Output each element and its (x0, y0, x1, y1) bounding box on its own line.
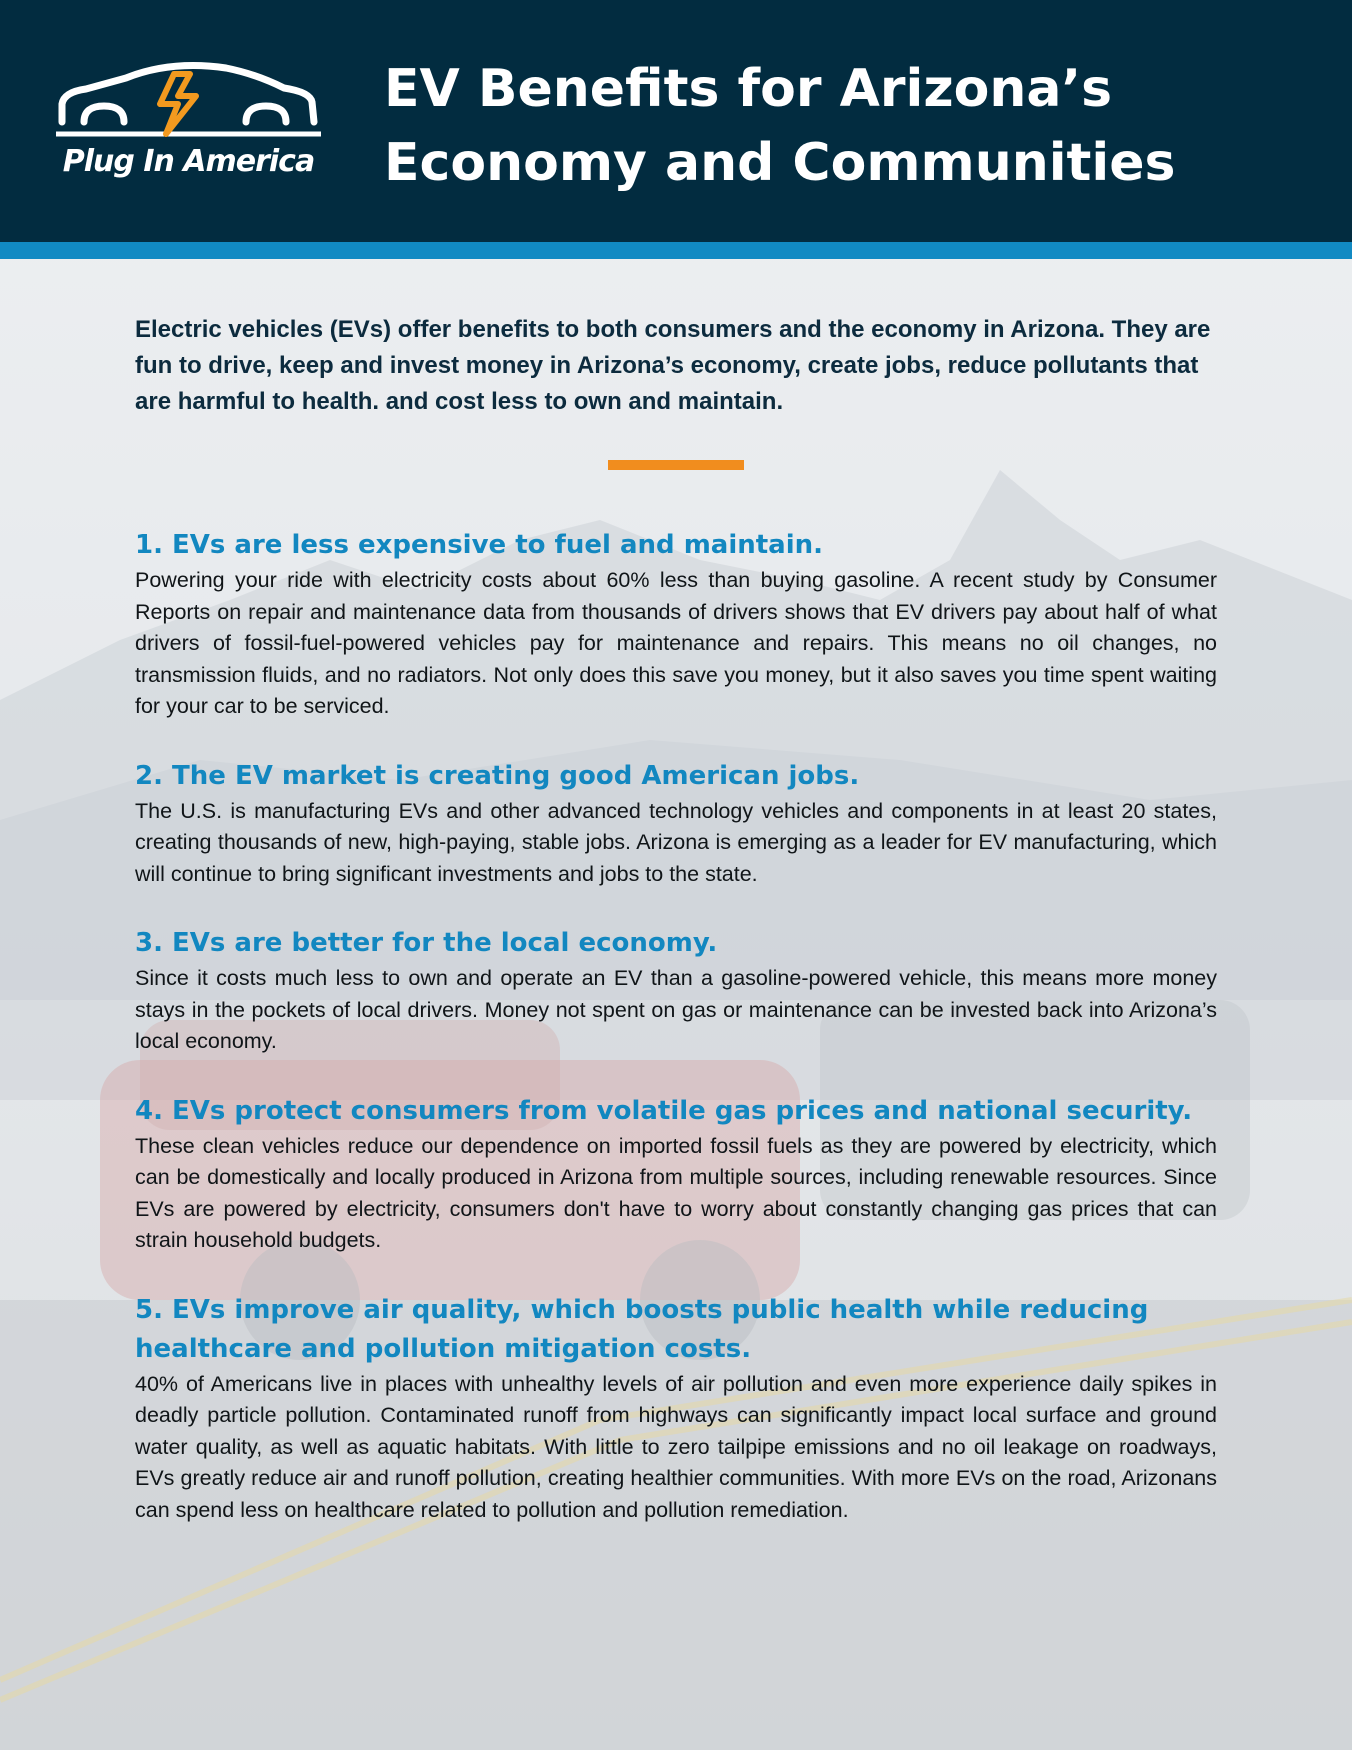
section-fuel-maintenance (135, 526, 1217, 723)
section-heading: 1. EVs are less expensive to fuel and maintain. (135, 530, 824, 560)
section-body: Powering your ride with electricity costs about 60% less than buying gasoline. A recent study by Consumer Reports on repair and maintenance data from thousands of drivers shows that EV drivers pay about half of what drivers of fossil-fuel-powered vehicles pay for maintenance and repairs. This means no oil changes, no transmission fluids, and no radiators. Not only does this save you money, but it also saves you time spent waiting for your car to be serviced. (135, 568, 1217, 718)
main-content (135, 312, 1217, 1526)
section-gas-prices-security (135, 1092, 1217, 1257)
section-heading: 3. EVs are better for the local economy. (135, 928, 718, 958)
header-banner (0, 0, 1352, 242)
section-american-jobs (135, 757, 1217, 891)
section-body: 40% of Americans live in places with unhealthy levels of air pollution and even more experience daily spikes in deadly particle pollution. Contaminated runoff from highways can significantly impact local surface and ground water quality, as well as aquatic habitats. With little to zero tailpipe emissions and no oil leakage on roadways, EVs greatly reduce air and runoff pollution, creating healthier communities. With more EVs on the road, Arizonans can spend less on healthcare related to pollution and pollution remediation. (135, 1371, 1217, 1522)
lightning-bolt-icon (160, 74, 196, 134)
logo-text: Plug In America (62, 144, 315, 179)
section-local-economy (135, 924, 1217, 1058)
logo[interactable] (56, 62, 321, 187)
car-icon (56, 62, 321, 142)
section-heading: 4. EVs protect consumers from volatile gas prices and national security. (135, 1095, 1193, 1126)
section-heading: 2. The EV market is creating good American jobs. (135, 760, 860, 791)
orange-divider (608, 460, 744, 470)
intro-paragraph: Electric vehicles (EVs) offer benefits to both consumers and the economy in Arizona. They are fun to drive, keep and invest money in Arizona’s economy, create jobs, reduce pollutants that are harmful to health. and cost less to own and maintain. (135, 316, 1211, 415)
header-stripe (0, 242, 1352, 259)
section-air-quality (135, 1291, 1217, 1527)
section-body: These clean vehicles reduce our dependence on imported fossil fuels as they are powered by electricity, which can be domestically and locally produced in Arizona from multiple sources, including renewable resources. Since EVs are powered by electricity, consumers don't have to worry about constantly changing gas prices that can strain household budgets. (135, 1133, 1217, 1252)
section-body: Since it costs much less to own and operate an EV than a gasoline-powered vehicle, this means more money stays in the pockets of local drivers. Money not spent on gas or maintenance can be invested back into Arizona’s local economy. (135, 966, 1217, 1053)
section-body: The U.S. is manufacturing EVs and other advanced technology vehicles and components in at least 20 states, creating thousands of new, high-paying, stable jobs. Arizona is emerging as a leader for EV manufacturing, which will continue to bring significant investments and jobs to the state. (135, 798, 1217, 886)
page-title: EV Benefits for Arizona’s Economy and Communities (384, 59, 1176, 193)
section-heading: 5. EVs improve air quality, which boosts public health while reducing healthcare and pollution mitigation costs. (135, 1294, 1149, 1364)
